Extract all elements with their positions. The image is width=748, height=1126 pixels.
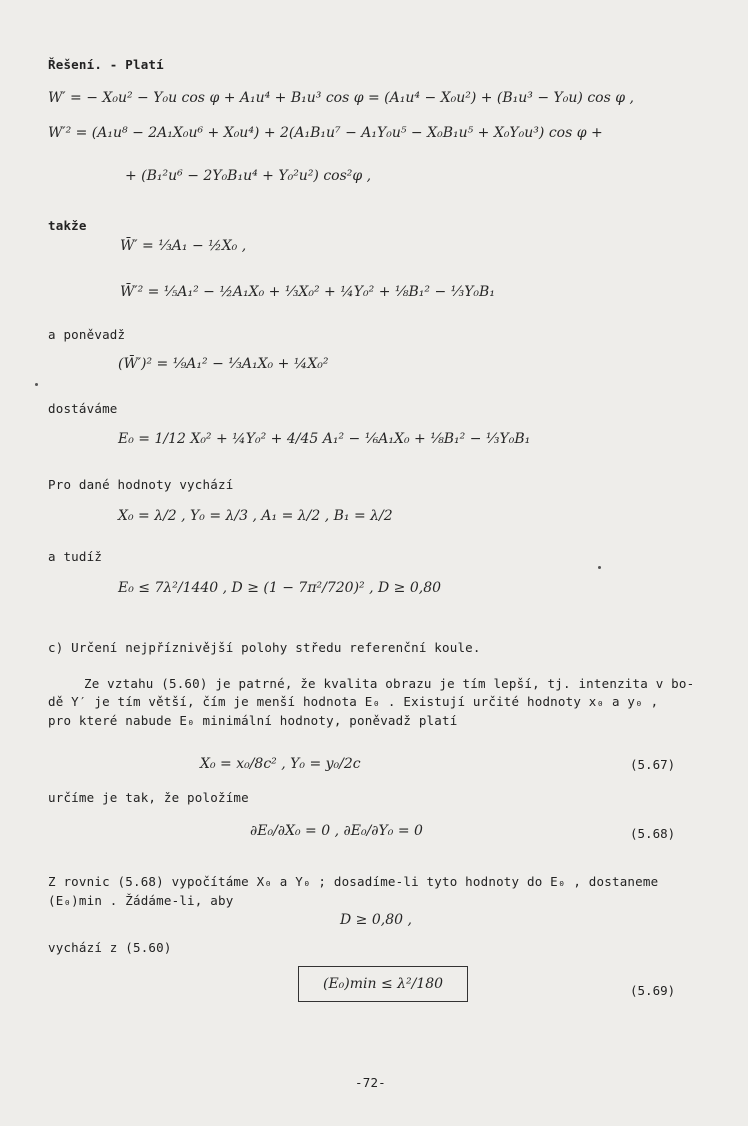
paragraph-line: Ze vztahu (5.60) je patrné, že kvalita obrazu je tím lepší, tj. intenzita v bo- bbox=[84, 676, 695, 691]
equation-w2-line2: + (B₁²u⁶ − 2Y₀B₁u⁴ + Y₀²u²) cos²φ , bbox=[125, 168, 372, 184]
equation-w2-line1: W′² = (A₁u⁸ − 2A₁X₀u⁶ + X₀u⁴) + 2(A₁B₁u⁷ − A₁Y₀u⁵ − X₀B₁u⁵ + X₀Y₀u³) cos φ + bbox=[48, 125, 603, 141]
boxed-result-equation: (E₀)min ≤ λ²/180 bbox=[298, 966, 468, 1002]
equation-values: X₀ = λ/2 , Y₀ = λ/3 , A₁ = λ/2 , B₁ = λ/2 bbox=[118, 508, 393, 524]
page-number: -72- bbox=[355, 1075, 386, 1090]
equation-w: W′ = − X₀u² − Y₀u cos φ + A₁u⁴ + B₁u³ cos φ = (A₁u⁴ − X₀u²) + (B₁u³ − Y₀u) cos φ , bbox=[48, 90, 634, 106]
label-urcime: určíme je tak, že položíme bbox=[48, 790, 249, 805]
equation-bounds: E₀ ≤ 7λ²/1440 , D ≥ (1 − 7π²/720)² , D ≥ 0,80 bbox=[118, 580, 442, 596]
equation-mean-w-squared: W̄′² = ⅕A₁² − ½A₁X₀ + ⅓X₀² + ¼Y₀² + ⅛B₁² − ⅓Y₀B₁ bbox=[120, 284, 495, 300]
equation-e0: E₀ = 1/12 X₀² + ¼Y₀² + 4/45 A₁² − ⅙A₁X₀ + ⅛B₁² − ⅓Y₀B₁ bbox=[118, 431, 531, 447]
label-pro-dane: Pro dané hodnoty vychází bbox=[48, 477, 234, 492]
label-a-tudiz: a tudíž bbox=[48, 549, 103, 564]
paragraph-line: dě Y′ je tím větší, čím je menší hodnota E₀ . Existují určité hodnoty x₀ a y₀ , bbox=[48, 694, 659, 709]
equation-d: D ≥ 0,80 , bbox=[340, 912, 412, 928]
label-a-ponevadz: a poněvadž bbox=[48, 327, 126, 342]
stray-dot bbox=[35, 383, 38, 386]
paragraph-line: Z rovnic (5.68) vypočítáme X₀ a Y₀ ; dosadíme-li tyto hodnoty do E₀ , dostaneme bbox=[48, 874, 659, 889]
equation-5-67: X₀ = x₀/8c² , Y₀ = y₀/2c bbox=[200, 756, 361, 772]
paragraph-line: (E₀)min . Žádáme-li, aby bbox=[48, 893, 234, 908]
equation-number: (5.69) bbox=[630, 983, 676, 998]
label-dostavame: dostáváme bbox=[48, 401, 118, 416]
equation-mean-w-sq: (W̄′)² = ⅑A₁² − ⅓A₁X₀ + ¼X₀² bbox=[118, 356, 329, 372]
paragraph-line: pro které nabude E₀ minimální hodnoty, poněvadž platí bbox=[48, 713, 458, 728]
section-c-heading: c) Určení nejpříznivější polohy středu referenční koule. bbox=[48, 640, 481, 655]
label-takze: takže bbox=[48, 218, 87, 233]
equation-number: (5.67) bbox=[630, 757, 676, 772]
solution-heading: Řešení. - Platí bbox=[48, 57, 164, 72]
stray-dot bbox=[598, 566, 601, 569]
label-vychazi: vychází z (5.60) bbox=[48, 940, 172, 955]
equation-mean-w: W̄′ = ⅓A₁ − ½X₀ , bbox=[120, 238, 247, 254]
equation-number: (5.68) bbox=[630, 826, 676, 841]
equation-5-68: ∂E₀/∂X₀ = 0 , ∂E₀/∂Y₀ = 0 bbox=[250, 823, 423, 839]
